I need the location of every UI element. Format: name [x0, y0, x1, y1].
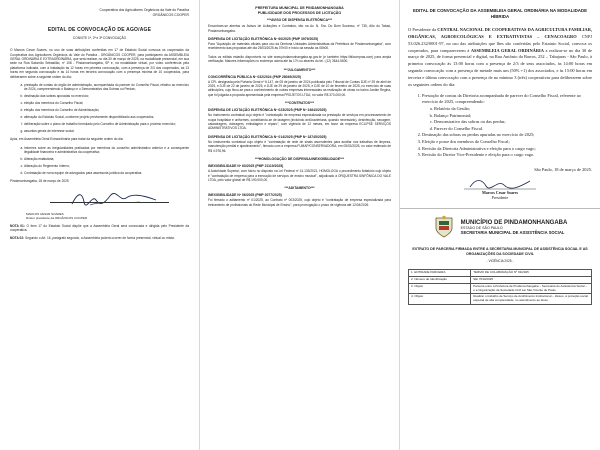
- municipal-crest-icon: [433, 215, 455, 239]
- agenda-subitem: a. Relatório da Gestão;: [434, 106, 592, 113]
- header-line: Cooperativa dos Agricultores Orgânicos da Vale do Paraíba: [99, 8, 189, 12]
- agenda-item: d. Contratação de nova equipe de advogados para assessoria jurídica da cooperativa.: [24, 171, 189, 175]
- note-text: Segundo o Art. 16, parágrafo segundo, a Assembleia poderá ocorrer de forma presencial, virtual ou mista.: [25, 236, 175, 241]
- body-text: O Presidente da: [408, 27, 438, 33]
- assembly-date: São Paulo, 18 de março de 2025.: [534, 166, 592, 172]
- signer: [26, 212, 189, 220]
- paragraph: Para "Aquisição de materiais oficiais para uso da Diretoria Unidades Administrativas da Prefeitura de Pindamonhangaba", com recebimento das propostas até dia 25/03/2025 às 07h00 e início da sessão às 08h00.: [208, 42, 391, 51]
- agenda-item: a. Informes sobre as irregularidades praticadas por membros do conselho administrativo anterior e a consequente ilegalidade financeira e administrativa da cooperativa;: [24, 146, 189, 155]
- cooperative-header: [10, 8, 189, 17]
- assembly-name: ASSEMBLEIA GERAL ORDINÁRIA: [470, 47, 544, 53]
- section-heading: ***JULGAMENTO***: [283, 67, 316, 72]
- assembly-title: EDITAL DE CONVOCAÇÃO DA ASSEMBLEIA GERAL ORDINÁRIA NA MODALIDADE HÍBRIDA: [412, 8, 588, 19]
- subsection-heading: CONCORRÊNCIA PÚBLICA Nº 032/2024 (PMP 28049/2025): [208, 74, 301, 79]
- municipality-text: [461, 220, 568, 235]
- partnership-table: [408, 269, 592, 305]
- agenda-item: 3. Eleição e posse dos membros do Conselho Fiscal;: [422, 139, 592, 146]
- agenda-item: e. alteração do Estatuto Social, conforme projeto previamente disponibilizado aos cooperados;: [24, 115, 189, 119]
- table-row: [409, 270, 592, 277]
- subsection-heading: DISPENSA DE LICITAÇÃO ELETRÔNICA Nº 60/2025 (PMP 3979/2025): [208, 37, 319, 41]
- signer-name: Marcos Cesar Soares: [482, 189, 518, 195]
- signer-role: Diretor presidente da ORGÂNICOS COOPER: [26, 215, 88, 220]
- table-cell: Parceria entre a Prefeitura de Pindamonhangaba – Secretaria de Assistência Social – e a Organização da Sociedade Civil Lar São Vicente de Paulo: [471, 283, 592, 294]
- cenacoagro-notice-column: [400, 0, 600, 450]
- state-name: ESTADO DE SÃO PAULO: [460, 225, 503, 230]
- municipal-bids-column: [200, 0, 400, 450]
- extraordinary-list: [10, 146, 189, 176]
- table-cell: 1. ENTIDADE PARCEIRA: [409, 270, 471, 277]
- paragraph: Foi firmado o aditamento nº 01/2025, ao Contrato nº 003/2025, cujo objeto é "contratação de empresa especializada para treinamento de profissionais do Rede Municipal de Ensino", para prorrogação o prazo de vigência até 12/04/2026.: [208, 198, 391, 207]
- body-text: CNPJ 53.026.232/0001-97, no uso das atribuições que lhes são conferidas pelo Estatuto Social, convoca os cooperados, para comparecerem à: [408, 33, 592, 53]
- header-line: ORGÂNICOS COOPER: [152, 12, 189, 17]
- extraordinary-intro: Após, em Assembleia Geral Extraordinária para tratar da seguinte ordem do dia:: [10, 137, 124, 142]
- header-line: PREFEITURA MUNICIPAL DE PINDAMONHANGABA: [255, 6, 344, 10]
- agenda-item: 5. Revisão do Diretor Vice-Presidente e eleição para o cargo vago.: [422, 152, 592, 159]
- assembly-agenda: [408, 93, 592, 159]
- signature-line: [50, 202, 169, 203]
- extract-title: EXTRATO DE PARCERIA FIRMADA ENTRE A SECRETARIA MUNICIPAL DE ASSISTÊNCIA SOCIAL E AS ORGANIZAÇÕES DA SOCIEDADE CIVIL: [412, 247, 588, 256]
- table-row: [409, 277, 592, 284]
- notice-subtitle: CONVITE 1ª, 2ª e 3ª CONVOCAÇÃO: [72, 36, 127, 41]
- agenda-item: b. Alteração estatutária;: [24, 157, 189, 161]
- table-cell: 4. Objeto: [409, 294, 471, 305]
- agenda-subitem: c. Demonstrativo das sobras ou das perdas;: [434, 119, 592, 126]
- header-line: PUBLICIDADE DOS PROCESSOS DE LICITAÇÃO: [257, 10, 342, 15]
- section-heading: ***ADITAMENTO***: [284, 186, 315, 191]
- agenda-subitem: b. Balanço Patrimonial;: [434, 113, 592, 120]
- secretariat-name: SECRETARIA MUNICIPAL DE ASSISTÊNCIA SOCIAL: [460, 229, 565, 235]
- handwritten-signature: [408, 176, 592, 190]
- agenda-item: b. destinação das sobras apuradas no exercício;: [24, 94, 189, 98]
- agenda-item: a. prestação de contas do órgão de administração, acompanhada do parecer do Conselho Fiscal, relativo ao exercício de 2024, compreendendo o Balanço e o Demonstrativo das Sobras ou Perdas;: [24, 83, 189, 92]
- subsection-heading: DISPENSA DE LICITAÇÃO ELETRÔNICA Nº 014/2025 (PMP Nº 18745/2025): [208, 134, 327, 139]
- agenda-item: c. eleição dos membros do Conselho Fiscal;: [24, 101, 189, 105]
- signer-name: MARCOS CESAR SOARES: [26, 211, 64, 216]
- note-text: O item 17 do Estatuto Social dispõe que a Assembleia Geral será convocada e dirigida pelo Presidente da cooperativa.: [10, 223, 189, 233]
- handwritten-signature: [70, 190, 160, 208]
- place-date: Pindamonhangaba, 18 de março de 2025: [10, 179, 69, 184]
- subsection-heading: INEXIGIBILIDADE Nº 60/2025 (PMP 21119/2025): [208, 164, 284, 169]
- agenda-item: g. assuntos gerais de interesse social.: [24, 129, 189, 133]
- agenda-item: 2. Destinação das sobras ou perdas apuradas no exercício de 2025;: [422, 132, 592, 139]
- paragraph: Encontram-se abertos os Avisos de Licitações e Contratos, sito na Av. N. Sra. Do Bom Sucesso, nº 735, Alto do Tabaú, Pindamonhangaba.: [208, 24, 391, 33]
- paragraph: Todos os editais estarão disponíveis no site www.pindamonhangaba.sp.gov.br (e também https://bllcompras.com) para ampla verificação. Maiores informações no endereço acima até às 17h ou através do tel.: (12) 3644-5600.: [208, 54, 391, 64]
- signature-block: [10, 190, 189, 212]
- note-2: [10, 236, 189, 240]
- paragraph: A Autoridade Superior, com fulcro no disposto na Lei Federal nº 14.133/2021, HOMOLOGA o procedimento licitatório cujo objeto é "contratação de empresa para a execução de serviços de ensino musical", adjudicado à ORQUESTRA SINFÔNICA DO VALE LTDA, pelo valor global de R$ 190.000,00.: [208, 169, 391, 182]
- note-label: NOTA 01:: [10, 223, 25, 228]
- subsection-heading: DISPENSA DE LICITAÇÃO ELETRÔNICA Nº 023/2025 (PMP Nº 24643/2025): [208, 108, 327, 113]
- section-heading: ***CONTRATOS***: [284, 101, 315, 106]
- table-cell: 3. Objeto: [409, 283, 471, 294]
- note-1: [10, 224, 189, 233]
- table-cell: Realizar o trabalho de Serviço de Acolhimento Institucional – Idosos, à proteção social especial de alta complexidade, no atendimento ao idoso.: [471, 294, 592, 305]
- municipality-name: MUNICÍPIO DE PINDAMONHANGABA: [460, 219, 568, 226]
- agenda-sublist: [422, 106, 592, 132]
- organization-name: CENTRAL NACIONAL DE COOPERATIVAS DA AGRICULTURA FAMILIAR, ORGÂNICAS, AGROECOLÓGICAS E EXTRATIVISTAS – CENACOAGRO: [408, 27, 592, 39]
- agenda-item: f. deliberação sobre o plano de trabalho formulado pelo Conselho de Administração para o próximo exercício;: [24, 122, 189, 126]
- paragraph: No instrumento contratual cujo objeto é "contratação de empresa especializada na prestação de serviços em processamento de roupa hospitalar e uniformes, constituindo-se de lavagem (incluindo anti-bacteriana, quando necessário), desinfecção, secagem, calandragem, dobragem, embalagem e reparo", com vigência de 12 meses, em favor da empresa ECLIPSE SERVIÇOS ADMINISTRATIVOS LTDA.: [208, 113, 391, 131]
- agenda-item: d. eleição dos membros do Conselho de Administração;: [24, 108, 189, 112]
- agenda-subitem: d. Parecer do Conselho Fiscal.: [434, 126, 592, 133]
- subsection-heading: INEXIGIBILIDADE Nº 06/2025 (PMP 2077/2025): [208, 193, 282, 198]
- body-text: a realizar-se no dia 30 de março de 2025, de forma presencial e digital, na Rua Antônio da Barros, 252 – Tabajaras - São Paulo, à primeira convocação às 13:00 horas com a presença de 2/3 de seus associados, às 14:00 horas em segunda convocação com a presença de metade mais um (50% +1) dos associados, e às 15:00 horas em terceira e última convocação com a presença de no mínimo 3 (três) cooperativas para deliberarem sobre os seguintes ordens do dia:: [408, 47, 593, 87]
- agenda-text: Prestação de contas da Diretoria acompanhada de parecer do Conselho Fiscal, referente ao exercício de 2025, compreendendo:: [422, 92, 581, 105]
- paragraph: No instrumento contratual cujo objeto é "contratação de rede de sinais ascendentes para auxiliar nos trabalhos de limpeza, manutenção predial e ajardinamento", firmado com a empresa FUMAP/CONSERVADORA, em 05/03/2025, no valor estimado de R$ 4.978,96.: [208, 139, 391, 153]
- notice-intro: O Marcos Cesar Soares, no uso de suas atribuições conferidas em 17 de Estatuto Social convoca os cooperados da Cooperativa dos Agricultores Orgânicos do Vale do Paraíba - ORGÂNICOS COOPER, para participarem da ASSEMBLEIA GERAL ORDINÁRIA E EXTRAORDINÁRIA, que será realizar, no dia 30 de março de 2025, na modalidade presencial, em sua sede na Rua Salomão Sebastião, nº 108 - Pindamonhangaba, SP e, na modalidade virtual, por vídeo conferência pela plataforma indicada, com a instalação às 12 horas em primeira convocação, com a presença de 2/3 dos cooperados, às 13 horas em segunda convocação e às 14 horas em terceira convocação com a presença mínima de 10 cooperados, para deliberarem sobre a seguinte ordem do dia:: [10, 48, 189, 79]
- divider: [400, 208, 600, 209]
- paragraph: A CPL designada pela Portaria Geral nº 6.147, de 05 de janeiro de 2024 publicada pelo Tribunal de Contas DJE nº 29 de abril de 2025, e DJE de 22 de janeiro de 2025, e DJE de 29 de janeiro de 2025, e DJE de 10 de fevereiro de 2025, no exercício de suas atribuições, cujo fixou-se para o conhecimento de outras empresas interessadas na realização de obras no bairro Jardim Regina, que foi julgada a proposta apresentada pela empresa PROJETOS LTDA, no valor R$ 373.000,00.: [208, 79, 391, 97]
- table-cell: 2. Número de Identificação: [409, 277, 471, 284]
- table-row: [409, 294, 592, 305]
- note-label: NOTA 02:: [10, 236, 25, 241]
- table-row: [409, 283, 592, 294]
- table-cell: TERMO DE COLABORAÇÃO Nº 03/2025: [471, 270, 592, 277]
- agenda-item: c. Alteração do Regimento Interno;: [24, 164, 189, 168]
- table-cell: SEI 7034/2025: [471, 277, 592, 284]
- agenda-item: [422, 93, 592, 133]
- agenda-list: [10, 83, 189, 133]
- assembly-signer: [408, 190, 592, 200]
- municipality-header: [408, 215, 592, 239]
- section-heading: ***HOMOLOGAÇÃO DE DISPENSA/INEXIGIBILIDADE***: [254, 157, 345, 162]
- cooperative-notice-column: [0, 0, 200, 450]
- signer-role: Presidente: [491, 194, 509, 200]
- assembly-body: [408, 27, 592, 88]
- agenda-item: 4. Revisão da Diretoria Administrativa e eleição para o cargo vago;: [422, 146, 592, 153]
- municipal-header: [208, 6, 391, 15]
- section-heading: ***AVISO DE DISPENSA ELETRÔNICA***: [267, 18, 332, 23]
- validity-label: - VIGÊNCIA 2025 -: [486, 259, 514, 264]
- notice-title: EDITAL DE CONVOCAÇÃO DE AGO/AGE: [47, 27, 152, 34]
